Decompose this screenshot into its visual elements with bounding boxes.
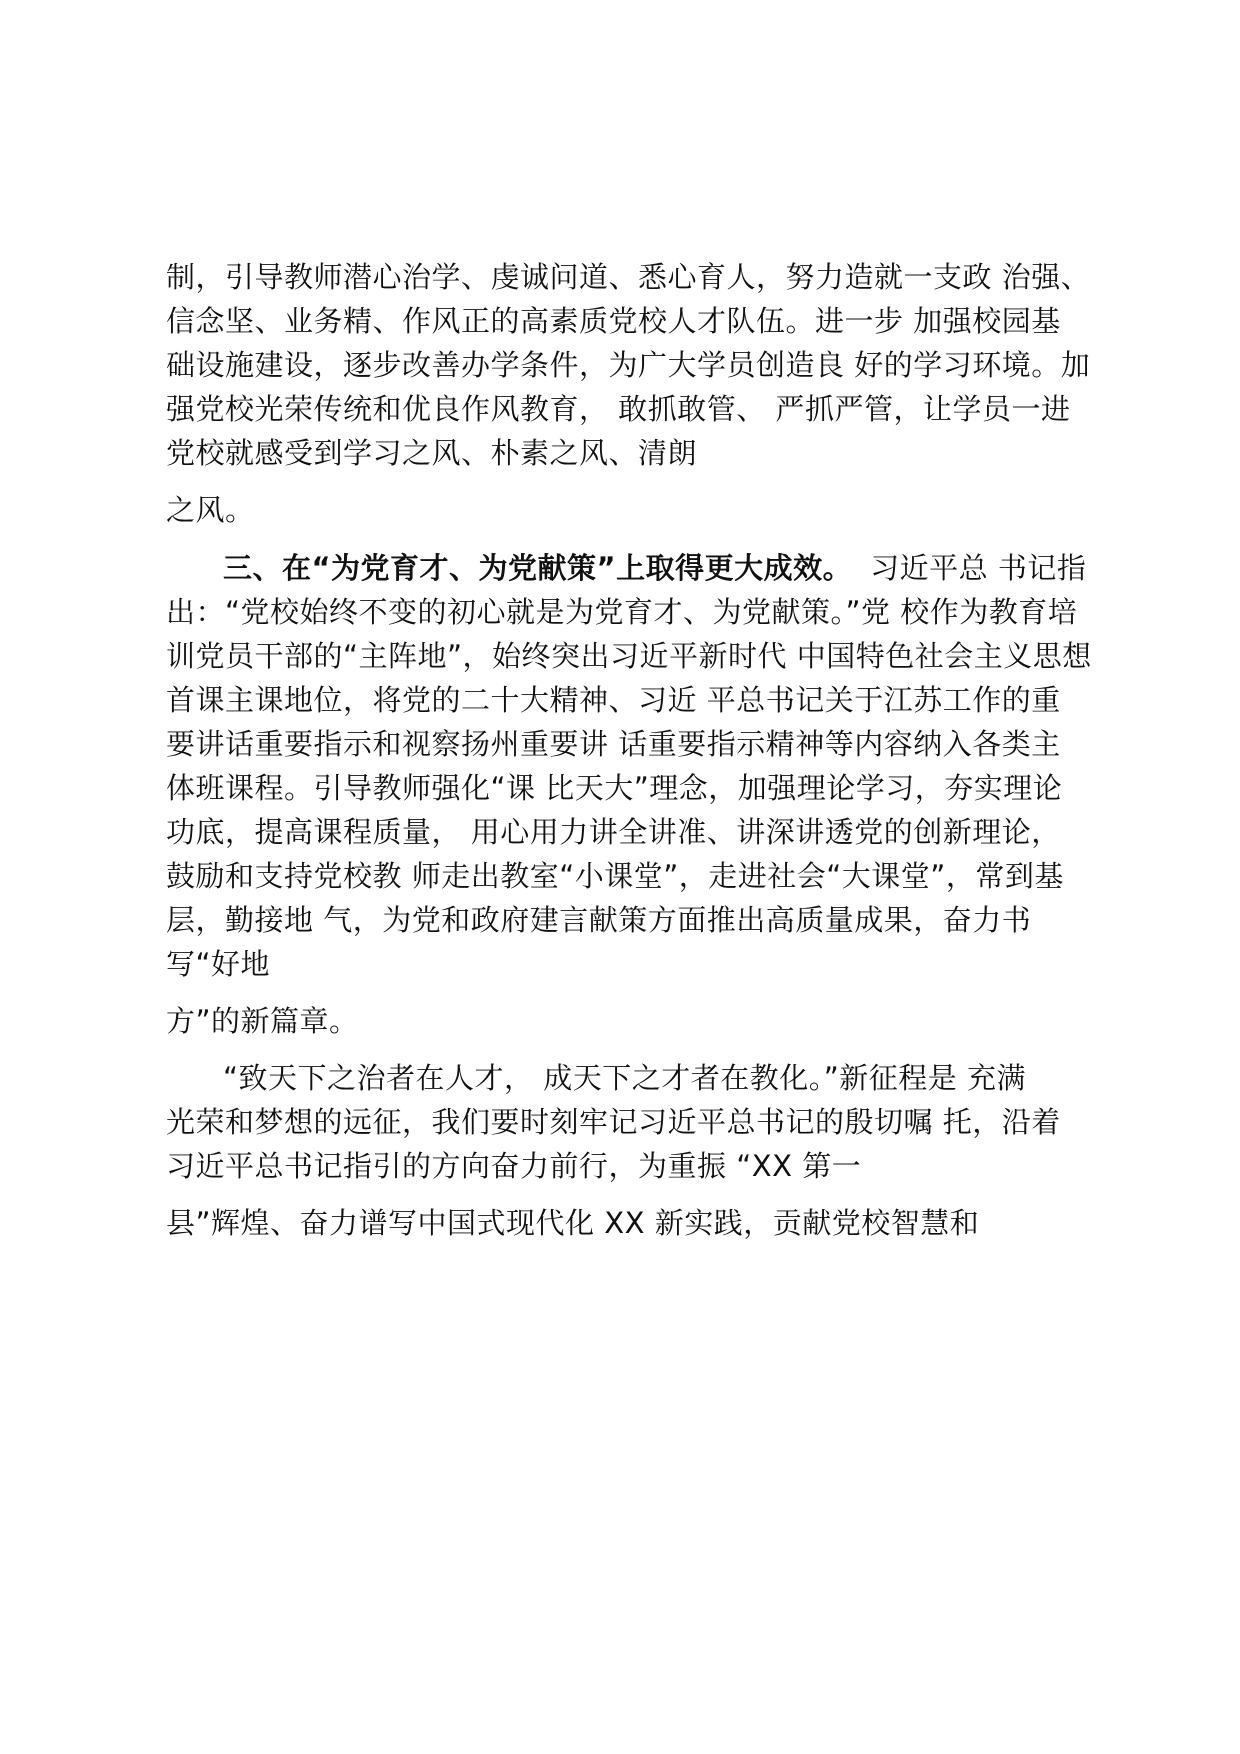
text-line: 要讲话重要指示和视察扬州重要讲 话重要指示精神等内容纳入各类主: [166, 727, 1061, 761]
text-line: 体班课程。引导教师强化“课 比天大”理念，加强理论学习，夯实理论: [166, 771, 1063, 805]
text-line: 信念坚、业务精、作风正的高素质党校人才队伍。进一步 加强校园基: [166, 304, 1061, 338]
text-line: 训党员干部的“主阵地”，始终突出习近平新时代 中国特色社会主义思想: [166, 639, 1092, 673]
text-line: 功底，提高课程质量， 用心用力讲全讲准、讲深讲透党的创新理论，: [166, 815, 1061, 849]
heading-line-text: 习近平总 书记指: [870, 551, 1087, 585]
text-line: 制，引导教师潜心治学、虔诚问道、悉心育人，努力造就一支政 治强、: [166, 260, 1091, 294]
text-line: 光荣和梦想的远征，我们要时刻牢记习近平总书记的殷切嘱 托，沿着: [166, 1105, 1061, 1139]
section-heading: 三、在“为党育才、为党献策”上取得更大成效。: [223, 551, 853, 585]
section-heading-line: [223, 548, 1096, 588]
text-line: 习近平总书记指引的方向奋力前行，为重振 “XX 第一: [166, 1149, 862, 1183]
text-line: 写“好地: [166, 947, 271, 981]
text-line: 强党校光荣传统和优良作风教育， 敢抓敢管、 严抓严管，让学员一进: [166, 392, 1071, 426]
text-line: 出：“党校始终不变的初心就是为党育才、为党献策。”党 校作为教育培: [166, 595, 1078, 629]
text-line: “致天下之治者在人才， 成天下之才者在教化。”新征程是 充满: [223, 1061, 1026, 1095]
text-line: 之风。: [166, 493, 255, 527]
text-line: 鼓励和支持党校教 师走出教室“小课堂”，走进社会“大课堂”，常到基: [166, 859, 1064, 893]
text-line: 首课主课地位，将党的二十大精神、习近 平总书记关于江苏工作的重: [166, 683, 1061, 717]
text-line: 县”辉煌、奋力谱写中国式现代化 XX 新实践，贡献党校智慧和: [166, 1206, 980, 1240]
text-line: 层，勤接地 气，为党和政府建言献策方面推出高质量成果，奋力书: [166, 903, 1032, 937]
text-line: 础设施建设，逐步改善办学条件，为广大学员创造良 好的学习环境。加: [166, 348, 1091, 382]
text-line: 党校就感受到学习之风、朴素之风、清朗: [166, 436, 698, 470]
text-line: 方”的新篇章。: [166, 1004, 359, 1038]
